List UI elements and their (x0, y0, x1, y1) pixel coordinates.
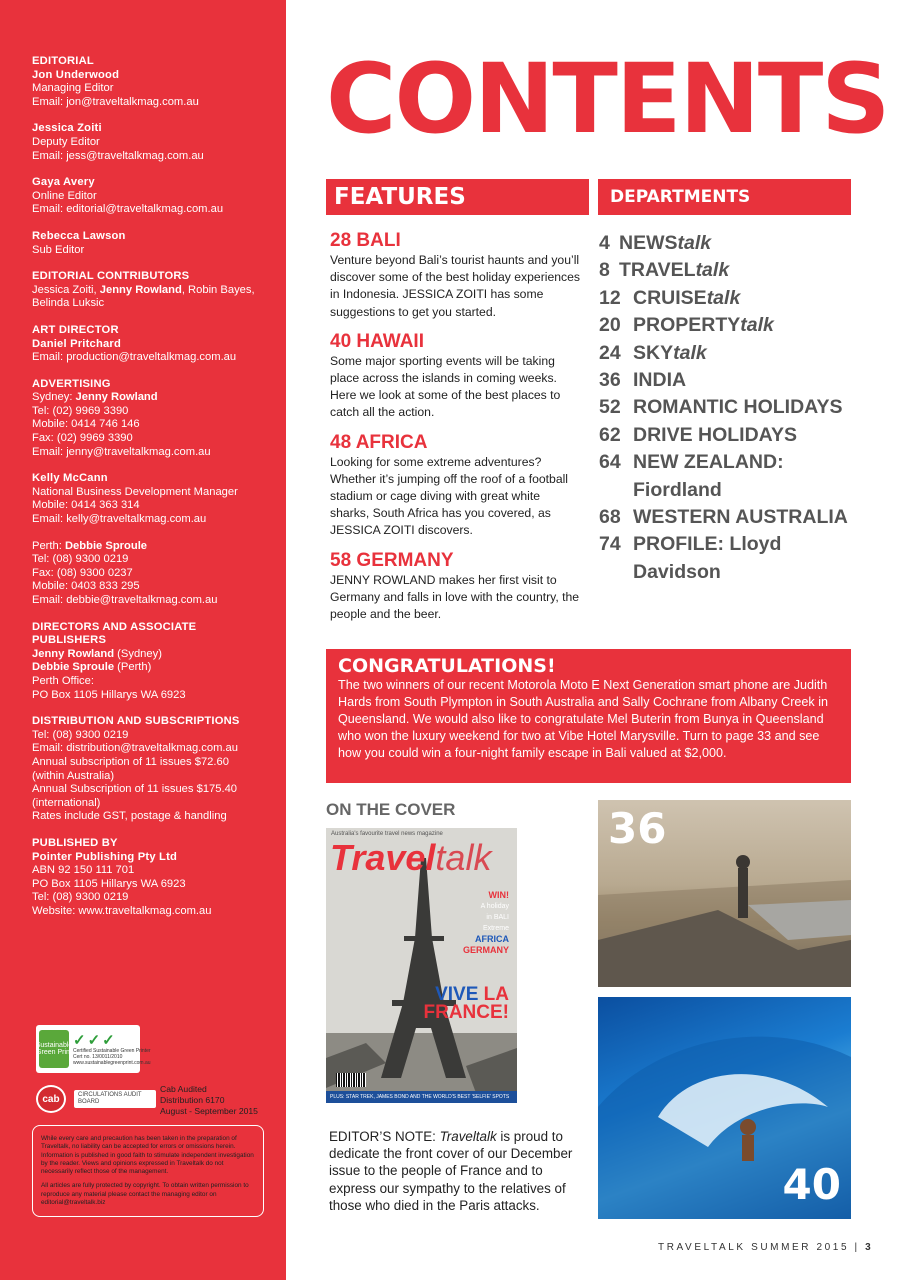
department-page: 12 (599, 286, 621, 309)
department-page: 74 (599, 533, 621, 556)
sidebar-block (32, 837, 266, 919)
sidebar-details: Online Editor Email: editorial@traveltalkmag.com.au (32, 189, 224, 216)
feature-summary: Venture beyond Bali’s tourist haunts and you’ll discover some of the best holiday experiences in Indonesia. JESSICA ZOITI has some suggestions to get you started. (330, 253, 580, 319)
page-footer: TRAVELTALK SUMMER 2015 | 3 (658, 1242, 871, 1253)
department-page: 4 (599, 232, 610, 254)
sidebar-name: Kelly McCann (32, 472, 108, 485)
department-label: WESTERN AUSTRALIA (633, 506, 848, 529)
green-print-badge (35, 1025, 151, 1073)
department-item (599, 504, 859, 531)
sidebar-block (32, 378, 266, 460)
cover-headlines: WIN! A holiday in BALI Extreme AFRICA GERMANY (462, 890, 509, 955)
department-label: PROFILE: Lloyd Davidson (633, 533, 782, 583)
editors-note: EDITOR’S NOTE: Traveltalk is proud to dedicate the front cover of our December issue to the people of France and to express our sympathy to the relatives of those who died in the Paris attacks. (329, 1129, 573, 1213)
department-item (599, 257, 859, 284)
feature-summary: JENNY ROWLAND makes her first visit to Germany and falls in love with the country, the people and the beer. (330, 572, 580, 622)
feature-summary: Some major sporting events will be taking place across the islands in coming weeks. Here we look at some of the best places to catch all the action. (330, 353, 561, 420)
sidebar-name: Rebecca Lawson (32, 229, 126, 242)
disclaimer-box (32, 1125, 264, 1217)
department-label-italic: talk (677, 232, 712, 254)
sidebar-details: Jenny Rowland (Sydney) Debbie Sproule (Perth) Perth Office: PO Box 1105 Hillarys WA 6923 (32, 647, 186, 701)
feature-title: 28 BALI (330, 230, 401, 251)
sidebar-block (32, 176, 266, 217)
cab-box: CIRCULATIONS AUDIT BOARD (74, 1090, 156, 1108)
feature-title: 58 GERMANY (330, 549, 454, 571)
feature-summary: Looking for some extreme adventures? Whether it’s jumping off the roof of a football stadium or cage diving with great white sharks, South Africa has you covered, as JESSICA ZOITI discovers. (330, 454, 569, 538)
department-page: 24 (599, 341, 621, 364)
feature-item (330, 550, 580, 624)
photo-page-number-36: 36 (608, 804, 667, 853)
feature-title: 48 AFRICA (330, 431, 428, 453)
cover-vive-la-france: VIVE LA FRANCE! (423, 984, 509, 1023)
features-heading: FEATURES (326, 179, 589, 215)
department-label: ROMANTIC HOLIDAYS (633, 396, 843, 419)
department-label: INDIA (633, 369, 687, 392)
barcode-icon (336, 1073, 366, 1087)
department-label-italic: talk (673, 341, 707, 364)
sidebar-heading: ART DIRECTOR (32, 323, 119, 336)
department-label: PROPERTY (633, 314, 741, 337)
badge-text: Certified Sustainable Green Printer Cert no. 13/0011/2010 www.sustainablegreenprint.com.au (73, 1047, 151, 1066)
cab-audit-text: Cab Audited Distribution 6170 August - September 2015 (160, 1084, 258, 1116)
tick-icons: ✓✓✓ (73, 1031, 117, 1049)
sidebar-block (32, 540, 266, 608)
cover-footer-strip: PLUS: STAR TREK, JAMES BOND AND THE WORLD'S BEST 'SELFIE' SPOTS (326, 1091, 517, 1103)
department-item (599, 340, 859, 367)
sidebar-details: Sub Editor (32, 243, 85, 256)
photo-page-number-40: 40 (782, 1160, 841, 1209)
sidebar-heading: DISTRIBUTION AND SUBSCRIPTIONS (32, 715, 240, 728)
sidebar-details: Managing Editor Email: jon@traveltalkmag.com.au (32, 82, 199, 108)
department-item (599, 312, 859, 339)
copyright-text: All articles are fully protected by copyright. To obtain written permission to reproduce any material please contact the managing editor on editorial@traveltalk.biz (41, 1182, 249, 1207)
sidebar-block (32, 230, 266, 257)
sidebar-details: Perth: Debbie Sproule Tel: (08) 9300 0219 Fax: (08) 9300 0237 Mobile: 0403 833 295 Email: debbie@traveltalkmag.com.au (32, 539, 218, 606)
sidebar-heading: PUBLISHED BY (32, 836, 118, 849)
department-page: 36 (599, 369, 621, 392)
sidebar-name: Pointer Publishing Pty Ltd (32, 850, 178, 863)
sidebar-details: Email: production@traveltalkmag.com.au (32, 351, 237, 364)
sidebar-name: Daniel Pritchard (32, 337, 121, 350)
department-item (599, 531, 859, 586)
sidebar-details: Deputy Editor Email: jess@traveltalkmag.com.au (32, 135, 204, 162)
sidebar-details: Jessica Zoiti, Jenny Rowland, Robin Bayes, Belinda Luksic (32, 283, 255, 310)
feature-item (330, 432, 580, 540)
feature-item (330, 230, 580, 321)
department-label: CRUISE (633, 286, 707, 309)
departments-heading: DEPARTMENTS (598, 179, 851, 215)
sidebar-details: National Business Development Manager Mobile: 0414 363 314 Email: kelly@traveltalkmag.com.au (32, 485, 238, 526)
sidebar-block (32, 324, 266, 365)
department-page: 64 (599, 451, 621, 474)
cover-logo: Traveltalk (330, 837, 492, 878)
department-item (599, 449, 859, 504)
sidebar-block (32, 621, 266, 703)
cab-logo: cab (36, 1085, 66, 1113)
feature-title: 40 HAWAII (330, 330, 424, 352)
department-page: 20 (599, 314, 621, 337)
sidebar-block (32, 55, 266, 109)
sidebar-name: Gaya Avery (32, 176, 95, 189)
sidebar-block (32, 715, 266, 824)
sidebar-heading: EDITORIAL (32, 55, 94, 67)
feature-item (330, 331, 580, 422)
department-item (599, 285, 859, 312)
magazine-cover (326, 828, 517, 1103)
department-label-italic: talk (695, 259, 730, 282)
sidebar-block (32, 472, 266, 526)
department-item (599, 367, 859, 394)
sidebar-name: Jessica Zoiti (32, 122, 102, 135)
sidebar-block (32, 270, 266, 311)
congratulations-heading: CONGRATULATIONS! (338, 655, 556, 677)
sidebar-details: Tel: (08) 9300 0219 Email: distribution@traveltalkmag.com.au Annual subscription of 11 issues $72.60 (within Australia) Annual Subscription of 11 issues $175.40 (international) Rates include GST, postage & handling (32, 728, 238, 823)
department-label-italic: talk (706, 286, 741, 309)
sidebar-details: Sydney: Jenny Rowland Tel: (02) 9969 3390 Mobile: 0414 746 146 Fax: (02) 9969 3390 Email: jenny@traveltalkmag.com.au (32, 391, 211, 458)
congratulations-box (326, 649, 851, 783)
department-label: DRIVE HOLIDAYS (633, 423, 797, 446)
leaf-icon: Sustainable Green Print (39, 1030, 69, 1068)
surfing-photo (598, 997, 851, 1219)
department-item (599, 394, 859, 421)
department-label: NEW ZEALAND: Fiordland (633, 451, 784, 501)
department-label: SKY (633, 341, 674, 364)
sidebar-heading: DIRECTORS AND ASSOCIATE PUBLISHERS (32, 620, 197, 647)
department-label-italic: talk (740, 314, 774, 337)
india-photo (598, 800, 851, 987)
cover-heading: ON THE COVER (326, 800, 456, 819)
congratulations-body: The two winners of our recent Motorola Moto E Next Generation smart phone are Judith Hards from South Plympton in South Australia and Sally Cochrane from Albany Creek in Queensland. We would also like to congratulate Mel Buterin from Bunya in Queensland who won the luxury weekend for two at Vibe Hotel Marysville. Turn to page 33 and see how you could win a four-night family escape in Bali valued at $2,000. (338, 678, 828, 760)
department-label: NEWS (619, 232, 678, 254)
cover-tagline: Australia's favourite travel news magazine (331, 831, 443, 837)
department-page: 52 (599, 396, 621, 419)
disclaimer-text: While every care and precaution has been taken in the preparation of Traveltalk, no liability can be accepted for errors or omissions herein. Information is published in good faith to stimulate independent investigation by the reader. Views and opinions expressed in Traveltalk do not necessarily reflect those of the management. (41, 1135, 254, 1176)
features-list (330, 230, 580, 633)
departments-list (599, 230, 859, 586)
department-page: 62 (599, 423, 621, 446)
department-page: 8 (599, 259, 610, 282)
department-page: 68 (599, 506, 621, 529)
sidebar-heading: ADVERTISING (32, 377, 111, 390)
department-item (599, 230, 859, 257)
page-title: CONTENTS (326, 43, 889, 155)
department-item (599, 422, 859, 449)
sidebar-name: Jon Underwood (32, 68, 120, 81)
cab-logo-group (36, 1085, 156, 1113)
sidebar-heading: EDITORIAL CONTRIBUTORS (32, 270, 190, 283)
department-label: TRAVEL (619, 259, 696, 282)
sidebar-details: ABN 92 150 111 701 PO Box 1105 Hillarys WA 6923 Tel: (08) 9300 0219 Website: www.traveltalkmag.com.au (32, 864, 212, 917)
sidebar-block (32, 122, 266, 163)
